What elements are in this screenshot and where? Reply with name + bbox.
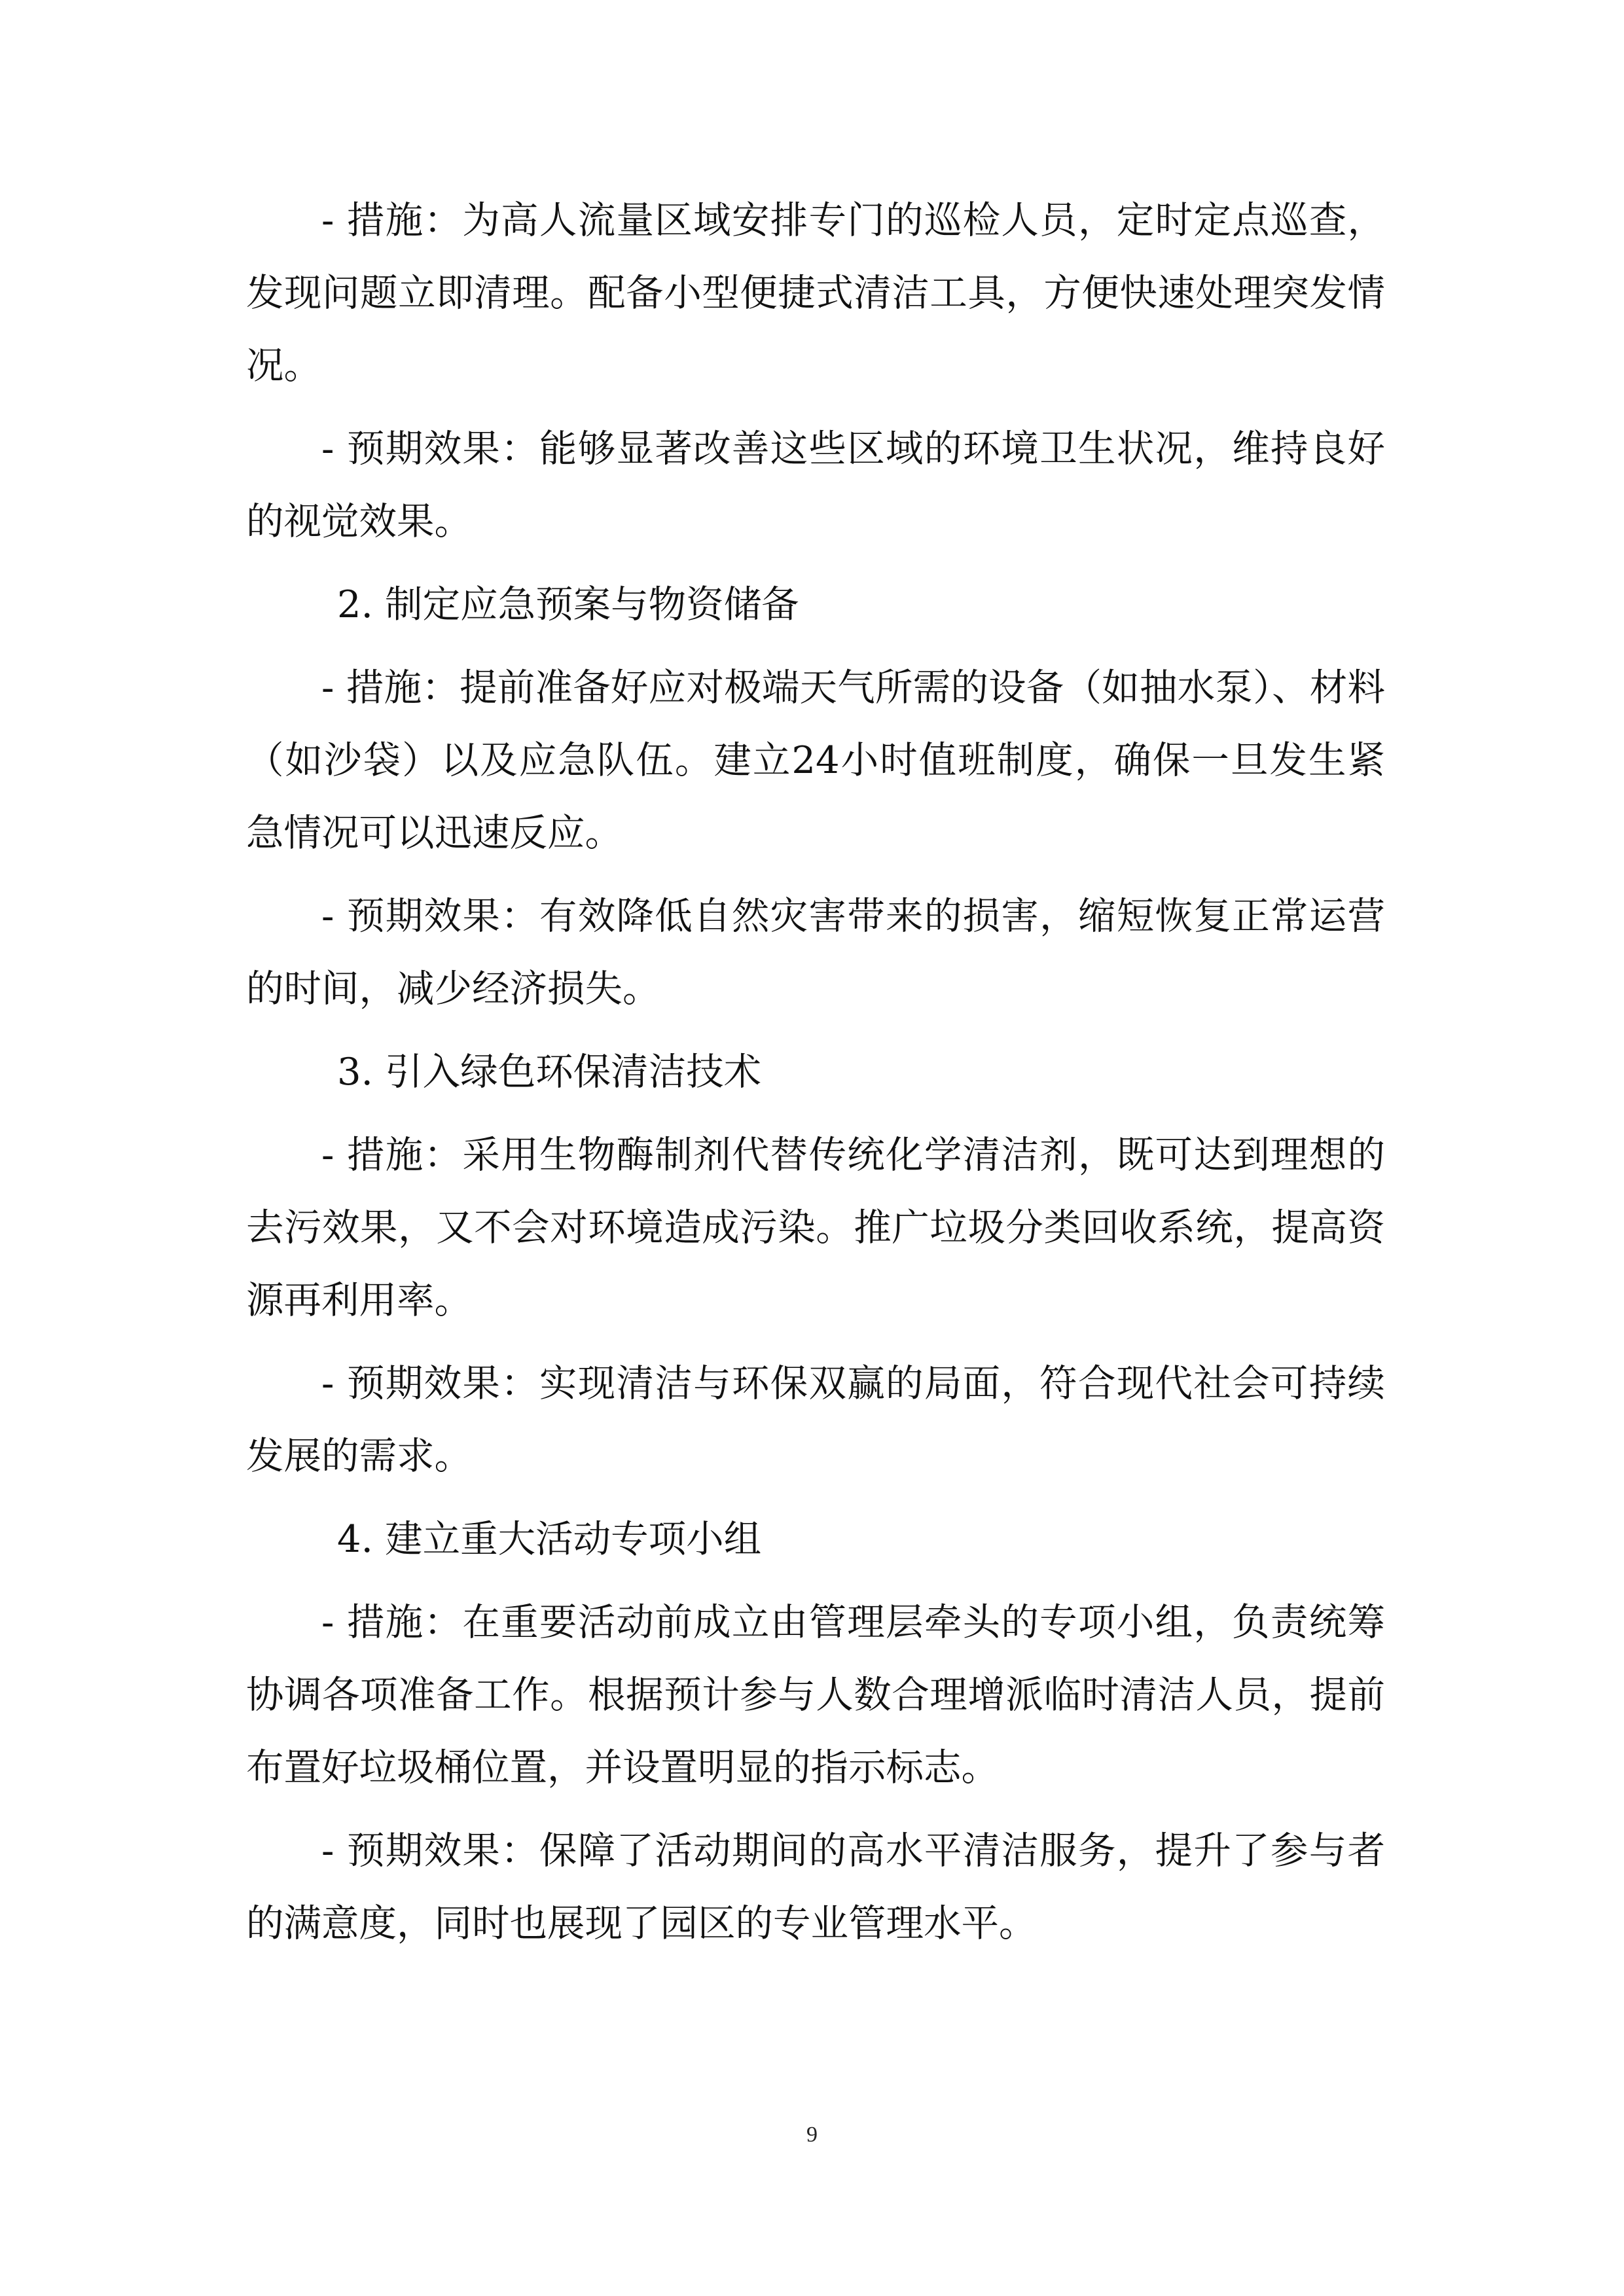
section-heading-event-task-force: 4. 建立重大活动专项小组 (337, 1517, 762, 1561)
paragraph-expected-effect-emergency: - 预期效果：有效降低自然灾害带来的损害，缩短恢复正常运营的时间，减少经济损失。 (246, 894, 1385, 1011)
page-number: 9 (806, 2123, 818, 2147)
document-body (246, 184, 1385, 1970)
paragraph-measures-green: - 措施：采用生物酶制剂代替传统化学清洁剂，既可达到理想的去污效果，又不会对环境造成污染。推广垃圾分类回收系统，提高资源再利用率。 (246, 1133, 1385, 1322)
paragraph-expected-effect-event: - 预期效果：保障了活动期间的高水平清洁服务，提升了参与者的满意度，同时也展现了园区的专业管理水平。 (246, 1829, 1385, 1945)
paragraph-measures-high-traffic: - 措施：为高人流量区域安排专门的巡检人员，定时定点巡查，发现问题立即清理。配备小型便捷式清洁工具，方便快速处理突发情况。 (246, 198, 1385, 387)
section-heading-emergency-plan: 2. 制定应急预案与物资储备 (337, 583, 799, 626)
section-heading-green-cleaning: 3. 引入绿色环保清洁技术 (337, 1050, 762, 1094)
paragraph-measures-event: - 措施：在重要活动前成立由管理层牵头的专项小组，负责统筹协调各项准备工作。根据预计参与人数合理增派临时清洁人员，提前布置好垃圾桶位置，并设置明显的指示标志。 (246, 1600, 1385, 1789)
paragraph-expected-effect-green: - 预期效果：实现清洁与环保双赢的局面，符合现代社会可持续发展的需求。 (246, 1361, 1385, 1478)
paragraph-measures-emergency: - 措施：提前准备好应对极端天气所需的设备（如抽水泵）、材料（如沙袋）以及应急队伍。建立24小时值班制度，确保一旦发生紧急情况可以迅速反应。 (246, 666, 1385, 855)
paragraph-expected-effect-high-traffic: - 预期效果：能够显著改善这些区域的环境卫生状况，维持良好的视觉效果。 (246, 427, 1385, 543)
